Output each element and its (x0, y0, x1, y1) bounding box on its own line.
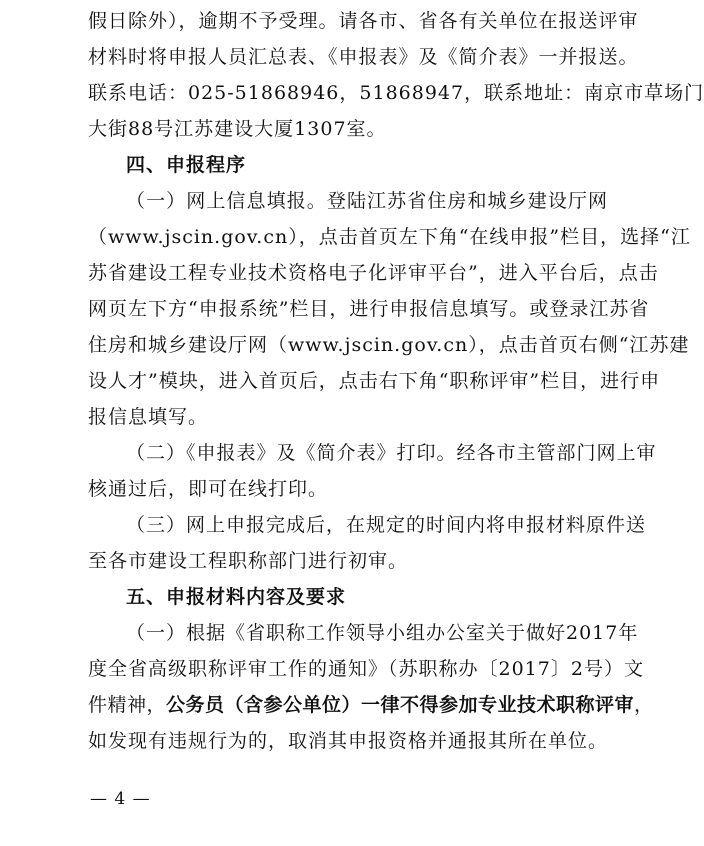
body-line: 大街88号江苏建设大厦1307室。 (88, 118, 387, 140)
body-line: （二）《申报表》及《简介表》打印。经各市主管部门网上审 (126, 442, 657, 464)
body-line: 住房和城乡建设厅网（www.jscin.gov.cn），点击首页右侧“江苏建 (88, 334, 690, 356)
page-number: — 4 — (90, 789, 151, 809)
section-heading-5: 五、申报材料内容及要求 (126, 586, 347, 608)
body-line: 报信息填写。 (88, 406, 209, 428)
body-line: （三）网上申报完成后，在规定的时间内将申报材料原件送 (126, 514, 647, 536)
body-line: 如发现有违规行为的，取消其申报资格并通报其所在单位。 (88, 730, 609, 752)
body-line: （www.jscin.gov.cn），点击首页左下角“在线申报”栏目，选择“江 (88, 226, 691, 248)
body-line: 网页左下方“申报系统”栏目，进行申报信息填写。或登录江苏省 (88, 298, 650, 320)
body-line: 材料时将申报人员汇总表、《申报表》及《简介表》一并报送。 (88, 46, 639, 68)
body-line-mixed (88, 692, 654, 718)
plain-text: 件精神， (88, 694, 167, 716)
body-line: 苏省建设工程专业技术资格电子化评审平台”，进入平台后，点击 (88, 262, 659, 284)
section-heading-4: 四、申报程序 (126, 154, 247, 176)
body-line: 度全省高级职称评审工作的通知》（苏职称办〔2017〕2号）文 (88, 658, 644, 680)
body-line: （一）网上信息填报。登陆江苏省住房和城乡建设厅网 (126, 190, 608, 212)
body-line: 联系电话：025-51868946，51868947，联系地址：南京市草场门 (88, 82, 704, 104)
body-line: 设人才”模块，进入首页后，点击右下角“职称评审”栏目，进行申 (88, 370, 661, 392)
body-line: （一）根据《省职称工作领导小组办公室关于做好2017年 (126, 622, 639, 644)
body-line: 核通过后，即可在线打印。 (88, 478, 329, 500)
body-line: 至各市建设工程职称部门进行初审。 (88, 550, 409, 572)
body-line: 假日除外），逾期不予受理。请各市、省各有关单位在报送评审 (88, 10, 639, 32)
plain-text: ， (634, 694, 654, 716)
emphasis-text: 公务员（含参公单位）一律不得参加专业技术职称评审 (166, 694, 635, 716)
